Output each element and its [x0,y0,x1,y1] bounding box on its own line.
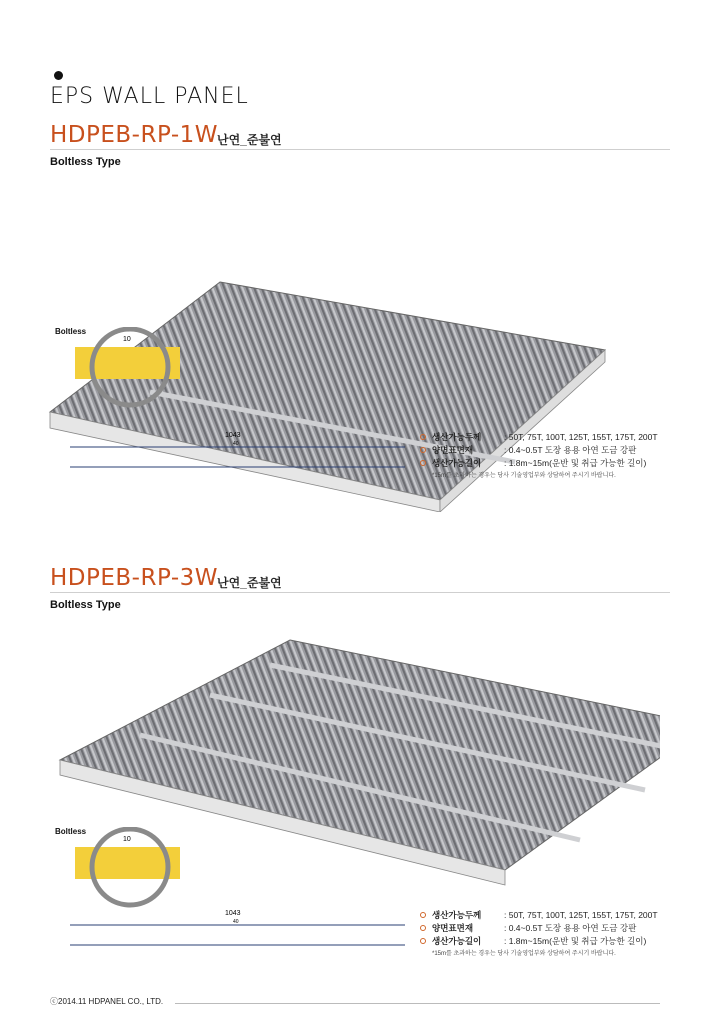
product-section-2 [0,565,720,995]
model-name: HDPEB-RP-1W [50,122,219,148]
detail-dim: 10 [123,836,131,843]
spec-value: : 0.4~0.5T 도장 용용 아연 도금 강판 [504,922,637,933]
footer-divider [175,1003,660,1004]
spec-row [420,908,710,921]
spec-bullet-icon [420,460,426,466]
detail-label: Boltless [55,827,87,836]
spec-key: 생산가능길이 [432,457,482,468]
spec-bullet-icon [420,925,426,931]
spec-key: 생산가능두께 [432,909,482,920]
joint-detail [55,827,185,917]
detail-label: Boltless [55,327,87,336]
spec-value: : 50T, 75T, 100T, 125T, 155T, 175T, 200T [504,431,658,442]
model-subtitle: 난연_준불연 [217,133,282,147]
spec-list [420,908,710,957]
spec-key: 생산가능두께 [432,431,482,442]
spec-row [420,443,710,456]
spec-key: 양면표면재 [432,922,474,933]
detail-dim: 10 [123,336,131,343]
type-label: Boltless Type [50,599,121,611]
model-subtitle: 난연_준불연 [217,576,282,590]
profile-width: 1043 [225,910,241,917]
profile-width: 1043 [225,432,241,439]
product-section-1 [0,122,720,562]
spec-value: : 1.8m~15m(운반 및 취급 가능한 길이) [504,935,647,946]
spec-note: *15m를 초과하는 경우는 당사 기술영업부와 상담하여 주시기 바랍니다. [432,951,616,957]
model-header [50,565,670,593]
spec-bullet-icon [420,447,426,453]
spec-value: : 50T, 75T, 100T, 125T, 155T, 175T, 200T [504,909,658,920]
spec-row [420,430,710,443]
model-name: HDPEB-RP-3W [50,565,219,591]
page-title: EPS WALL PANEL [50,84,249,109]
copyright: ⓒ2014.11 HDPANEL CO., LTD. [50,997,164,1006]
spec-note: *15m를 초과하는 경우는 당사 기술영업부와 상담하여 주시기 바랍니다. [432,473,616,479]
joint-detail [55,327,185,417]
spec-row [420,921,710,934]
title-bullet [54,71,63,80]
spec-key: 생산가능길이 [432,935,482,946]
spec-bullet-icon [420,938,426,944]
profile-drawing [60,427,410,492]
model-header [50,122,670,150]
spec-bullet-icon [420,434,426,440]
spec-key: 양면표면재 [432,444,474,455]
profile-drawing [60,905,410,970]
spec-value: : 0.4~0.5T 도장 용용 아연 도금 강판 [504,444,637,455]
spec-value: : 1.8m~15m(운반 및 취급 가능한 길이) [504,457,647,468]
spec-row [420,456,710,469]
profile-mid: 40 [233,919,239,925]
spec-list [420,430,710,479]
type-label: Boltless Type [50,156,121,168]
spec-row [420,934,710,947]
spec-bullet-icon [420,912,426,918]
profile-mid: 40 [233,441,239,447]
